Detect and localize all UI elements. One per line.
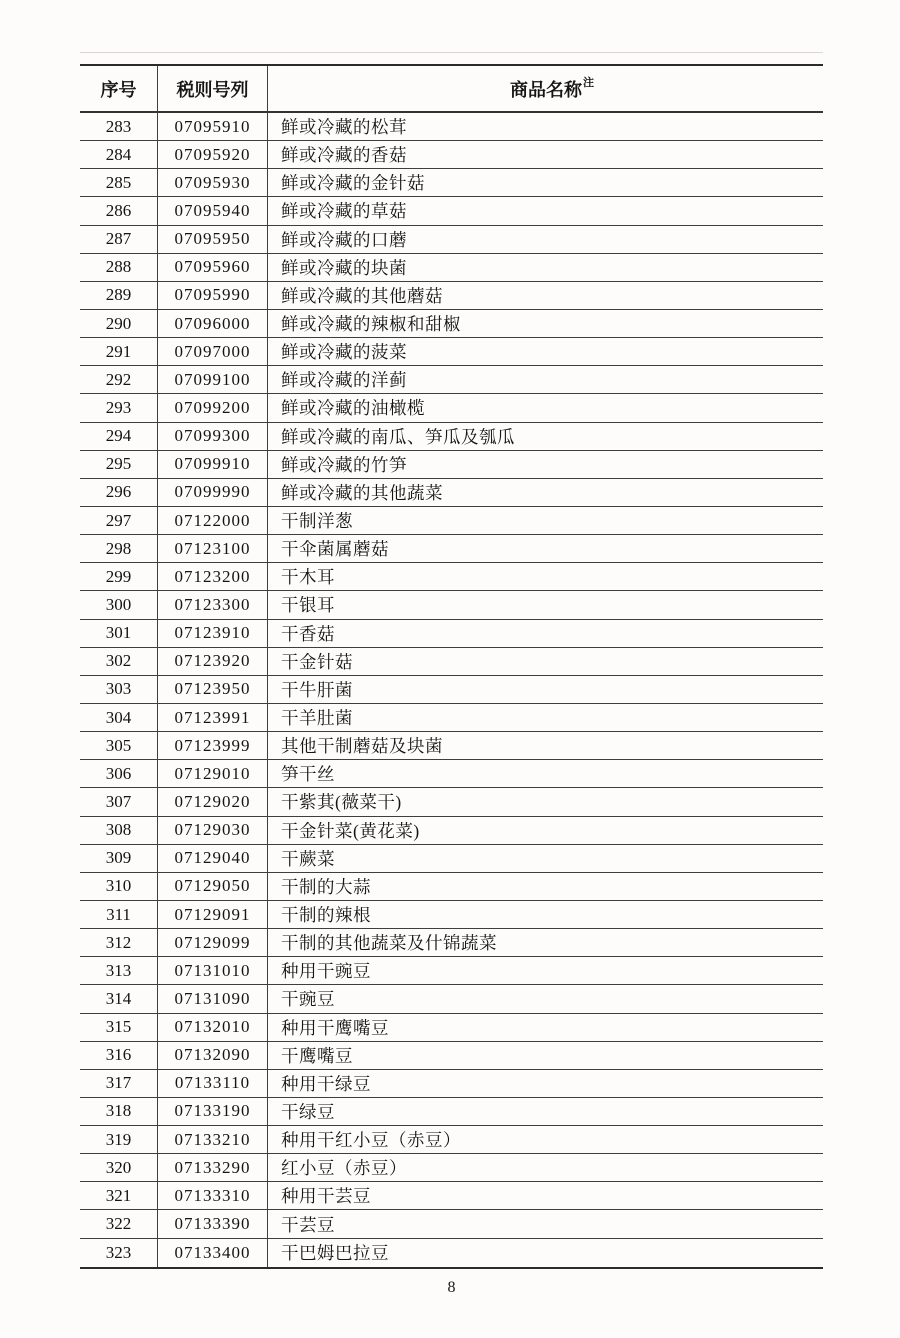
header-name-label: 商品名称 bbox=[510, 79, 582, 100]
table-row bbox=[80, 817, 823, 845]
row-code: 07133210 bbox=[158, 1126, 268, 1153]
table-row bbox=[80, 985, 823, 1013]
row-serial: 299 bbox=[80, 563, 158, 590]
table-row bbox=[80, 310, 823, 338]
table-row bbox=[80, 366, 823, 394]
row-serial: 291 bbox=[80, 338, 158, 365]
page-number: 8 bbox=[447, 1279, 456, 1296]
row-name: 其他干制蘑菇及块菌 bbox=[281, 736, 443, 757]
row-code: 07132090 bbox=[158, 1042, 268, 1069]
header-serial: 序号 bbox=[80, 66, 158, 111]
table-row bbox=[80, 929, 823, 957]
row-code: 07133110 bbox=[158, 1070, 268, 1097]
row-serial: 310 bbox=[80, 873, 158, 900]
row-code: 07133390 bbox=[158, 1210, 268, 1237]
row-serial: 315 bbox=[80, 1014, 158, 1041]
row-code: 07123200 bbox=[158, 563, 268, 590]
table-row bbox=[80, 845, 823, 873]
row-code: 07095940 bbox=[158, 197, 268, 224]
table-row bbox=[80, 338, 823, 366]
row-code: 07095930 bbox=[158, 169, 268, 196]
row-code: 07129099 bbox=[158, 929, 268, 956]
table-row bbox=[80, 423, 823, 451]
table-row bbox=[80, 676, 823, 704]
table-row bbox=[80, 451, 823, 479]
row-serial: 319 bbox=[80, 1126, 158, 1153]
row-serial: 290 bbox=[80, 310, 158, 337]
table-row bbox=[80, 141, 823, 169]
table-row bbox=[80, 648, 823, 676]
row-code: 07123300 bbox=[158, 591, 268, 618]
table-row bbox=[80, 226, 823, 254]
row-name: 干豌豆 bbox=[281, 989, 335, 1010]
row-name: 干巴姆巴拉豆 bbox=[281, 1243, 389, 1264]
row-name: 干蕨菜 bbox=[281, 848, 335, 869]
row-name: 干制的大蒜 bbox=[281, 876, 371, 897]
row-name: 干银耳 bbox=[281, 595, 335, 616]
table-row bbox=[80, 1098, 823, 1126]
row-code: 07095960 bbox=[158, 254, 268, 281]
table-row bbox=[80, 873, 823, 901]
row-code: 07129050 bbox=[158, 873, 268, 900]
table-row bbox=[80, 1070, 823, 1098]
row-serial: 284 bbox=[80, 141, 158, 168]
row-name: 种用干绿豆 bbox=[281, 1073, 371, 1094]
row-name: 干绿豆 bbox=[281, 1101, 335, 1122]
row-code: 07099200 bbox=[158, 394, 268, 421]
row-serial: 288 bbox=[80, 254, 158, 281]
table-row bbox=[80, 1239, 823, 1267]
table-row bbox=[80, 901, 823, 929]
row-serial: 296 bbox=[80, 479, 158, 506]
row-code: 07099910 bbox=[158, 451, 268, 478]
row-name: 种用干豌豆 bbox=[281, 961, 371, 982]
row-serial: 316 bbox=[80, 1042, 158, 1069]
row-code: 07099990 bbox=[158, 479, 268, 506]
table-row bbox=[80, 254, 823, 282]
row-serial: 305 bbox=[80, 732, 158, 759]
row-serial: 294 bbox=[80, 423, 158, 450]
row-name: 鲜或冷藏的辣椒和甜椒 bbox=[281, 314, 461, 335]
row-serial: 302 bbox=[80, 648, 158, 675]
table-row bbox=[80, 507, 823, 535]
row-name: 干制的其他蔬菜及什锦蔬菜 bbox=[281, 933, 497, 954]
table-row bbox=[80, 479, 823, 507]
header-name bbox=[268, 66, 823, 111]
row-serial: 300 bbox=[80, 591, 158, 618]
table-row bbox=[80, 1210, 823, 1238]
row-serial: 286 bbox=[80, 197, 158, 224]
row-name: 鲜或冷藏的其他蘑菇 bbox=[281, 285, 443, 306]
row-name: 干芸豆 bbox=[281, 1214, 335, 1235]
table-row bbox=[80, 1154, 823, 1182]
row-name: 鲜或冷藏的菠菜 bbox=[281, 342, 407, 363]
row-name: 干金针菜(黄花菜) bbox=[281, 820, 420, 841]
row-name: 干紫萁(薇菜干) bbox=[281, 792, 402, 813]
row-serial: 321 bbox=[80, 1182, 158, 1209]
row-name: 鲜或冷藏的竹笋 bbox=[281, 454, 407, 475]
row-serial: 311 bbox=[80, 901, 158, 928]
row-serial: 289 bbox=[80, 282, 158, 309]
row-name: 干伞菌属蘑菇 bbox=[281, 539, 389, 560]
row-serial: 285 bbox=[80, 169, 158, 196]
row-code: 07122000 bbox=[158, 507, 268, 534]
row-code: 07131090 bbox=[158, 985, 268, 1012]
row-code: 07129040 bbox=[158, 845, 268, 872]
row-serial: 295 bbox=[80, 451, 158, 478]
table-row bbox=[80, 113, 823, 141]
row-code: 07123999 bbox=[158, 732, 268, 759]
row-code: 07123910 bbox=[158, 620, 268, 647]
row-name: 鲜或冷藏的香菇 bbox=[281, 145, 407, 166]
row-name: 鲜或冷藏的油橄榄 bbox=[281, 398, 425, 419]
row-code: 07095920 bbox=[158, 141, 268, 168]
table-row bbox=[80, 704, 823, 732]
header-note-superscript: 注 bbox=[583, 76, 594, 89]
row-name: 干羊肚菌 bbox=[281, 708, 353, 729]
row-name: 种用干鹰嘴豆 bbox=[281, 1017, 389, 1038]
row-name: 干木耳 bbox=[281, 567, 335, 588]
row-name: 鲜或冷藏的洋蓟 bbox=[281, 370, 407, 391]
row-name: 种用干红小豆（赤豆） bbox=[281, 1130, 461, 1151]
row-serial: 317 bbox=[80, 1070, 158, 1097]
table-row bbox=[80, 620, 823, 648]
row-serial: 301 bbox=[80, 620, 158, 647]
table-row bbox=[80, 535, 823, 563]
row-serial: 287 bbox=[80, 226, 158, 253]
table-row bbox=[80, 197, 823, 225]
row-serial: 303 bbox=[80, 676, 158, 703]
table-body bbox=[80, 113, 823, 1267]
table-row bbox=[80, 957, 823, 985]
tariff-table bbox=[80, 64, 823, 1269]
table-row bbox=[80, 1042, 823, 1070]
row-serial: 297 bbox=[80, 507, 158, 534]
row-name: 红小豆（赤豆） bbox=[281, 1158, 407, 1179]
table-row bbox=[80, 282, 823, 310]
row-serial: 312 bbox=[80, 929, 158, 956]
table-header-row bbox=[80, 66, 823, 113]
row-name: 干制洋葱 bbox=[281, 511, 353, 532]
row-code: 07129030 bbox=[158, 817, 268, 844]
row-name: 鲜或冷藏的松茸 bbox=[281, 117, 407, 138]
table-row bbox=[80, 788, 823, 816]
row-name: 种用干芸豆 bbox=[281, 1186, 371, 1207]
row-serial: 283 bbox=[80, 113, 158, 140]
row-name: 鲜或冷藏的南瓜、笋瓜及瓠瓜 bbox=[281, 426, 515, 447]
row-serial: 314 bbox=[80, 985, 158, 1012]
table-row bbox=[80, 1182, 823, 1210]
scan-artifact-line bbox=[80, 52, 823, 53]
table-row bbox=[80, 1126, 823, 1154]
row-name: 干制的辣根 bbox=[281, 905, 371, 925]
row-name: 笋干丝 bbox=[281, 764, 335, 785]
table-row bbox=[80, 760, 823, 788]
row-code: 07123100 bbox=[158, 535, 268, 562]
row-code: 07097000 bbox=[158, 338, 268, 365]
row-serial: 293 bbox=[80, 394, 158, 421]
row-code: 07095950 bbox=[158, 226, 268, 253]
row-serial: 292 bbox=[80, 366, 158, 393]
row-code: 07099300 bbox=[158, 423, 268, 450]
row-serial: 306 bbox=[80, 760, 158, 787]
row-code: 07096000 bbox=[158, 310, 268, 337]
row-code: 07132010 bbox=[158, 1014, 268, 1041]
row-name: 干香菇 bbox=[281, 623, 335, 644]
row-serial: 304 bbox=[80, 704, 158, 731]
row-serial: 318 bbox=[80, 1098, 158, 1125]
row-name: 干金针菇 bbox=[281, 651, 353, 672]
row-name: 鲜或冷藏的口蘑 bbox=[281, 229, 407, 250]
row-serial: 308 bbox=[80, 817, 158, 844]
row-code: 07131010 bbox=[158, 957, 268, 984]
row-code: 07129091 bbox=[158, 901, 268, 928]
row-code: 07129020 bbox=[158, 788, 268, 815]
row-name: 鲜或冷藏的块菌 bbox=[281, 257, 407, 278]
row-code: 07095910 bbox=[158, 113, 268, 140]
row-code: 07123950 bbox=[158, 676, 268, 703]
row-code: 07133310 bbox=[158, 1182, 268, 1209]
row-serial: 307 bbox=[80, 788, 158, 815]
row-name: 鲜或冷藏的其他蔬菜 bbox=[281, 482, 443, 503]
row-serial: 313 bbox=[80, 957, 158, 984]
table-row bbox=[80, 563, 823, 591]
row-code: 07133400 bbox=[158, 1239, 268, 1267]
row-name: 干牛肝菌 bbox=[281, 679, 353, 700]
row-code: 07123991 bbox=[158, 704, 268, 731]
row-code: 07133190 bbox=[158, 1098, 268, 1125]
row-code: 07099100 bbox=[158, 366, 268, 393]
row-name: 鲜或冷藏的金针菇 bbox=[281, 173, 425, 194]
table-row bbox=[80, 1014, 823, 1042]
row-code: 07095990 bbox=[158, 282, 268, 309]
row-serial: 320 bbox=[80, 1154, 158, 1181]
row-code: 07123920 bbox=[158, 648, 268, 675]
row-serial: 323 bbox=[80, 1239, 158, 1267]
row-serial: 322 bbox=[80, 1210, 158, 1237]
table-row bbox=[80, 591, 823, 619]
row-serial: 298 bbox=[80, 535, 158, 562]
header-code: 税则号列 bbox=[158, 66, 268, 111]
row-name: 干鹰嘴豆 bbox=[281, 1045, 353, 1066]
row-code: 07133290 bbox=[158, 1154, 268, 1181]
table-row bbox=[80, 394, 823, 422]
row-code: 07129010 bbox=[158, 760, 268, 787]
row-serial: 309 bbox=[80, 845, 158, 872]
row-name: 鲜或冷藏的草菇 bbox=[281, 201, 407, 222]
table-row bbox=[80, 732, 823, 760]
table-row bbox=[80, 169, 823, 197]
